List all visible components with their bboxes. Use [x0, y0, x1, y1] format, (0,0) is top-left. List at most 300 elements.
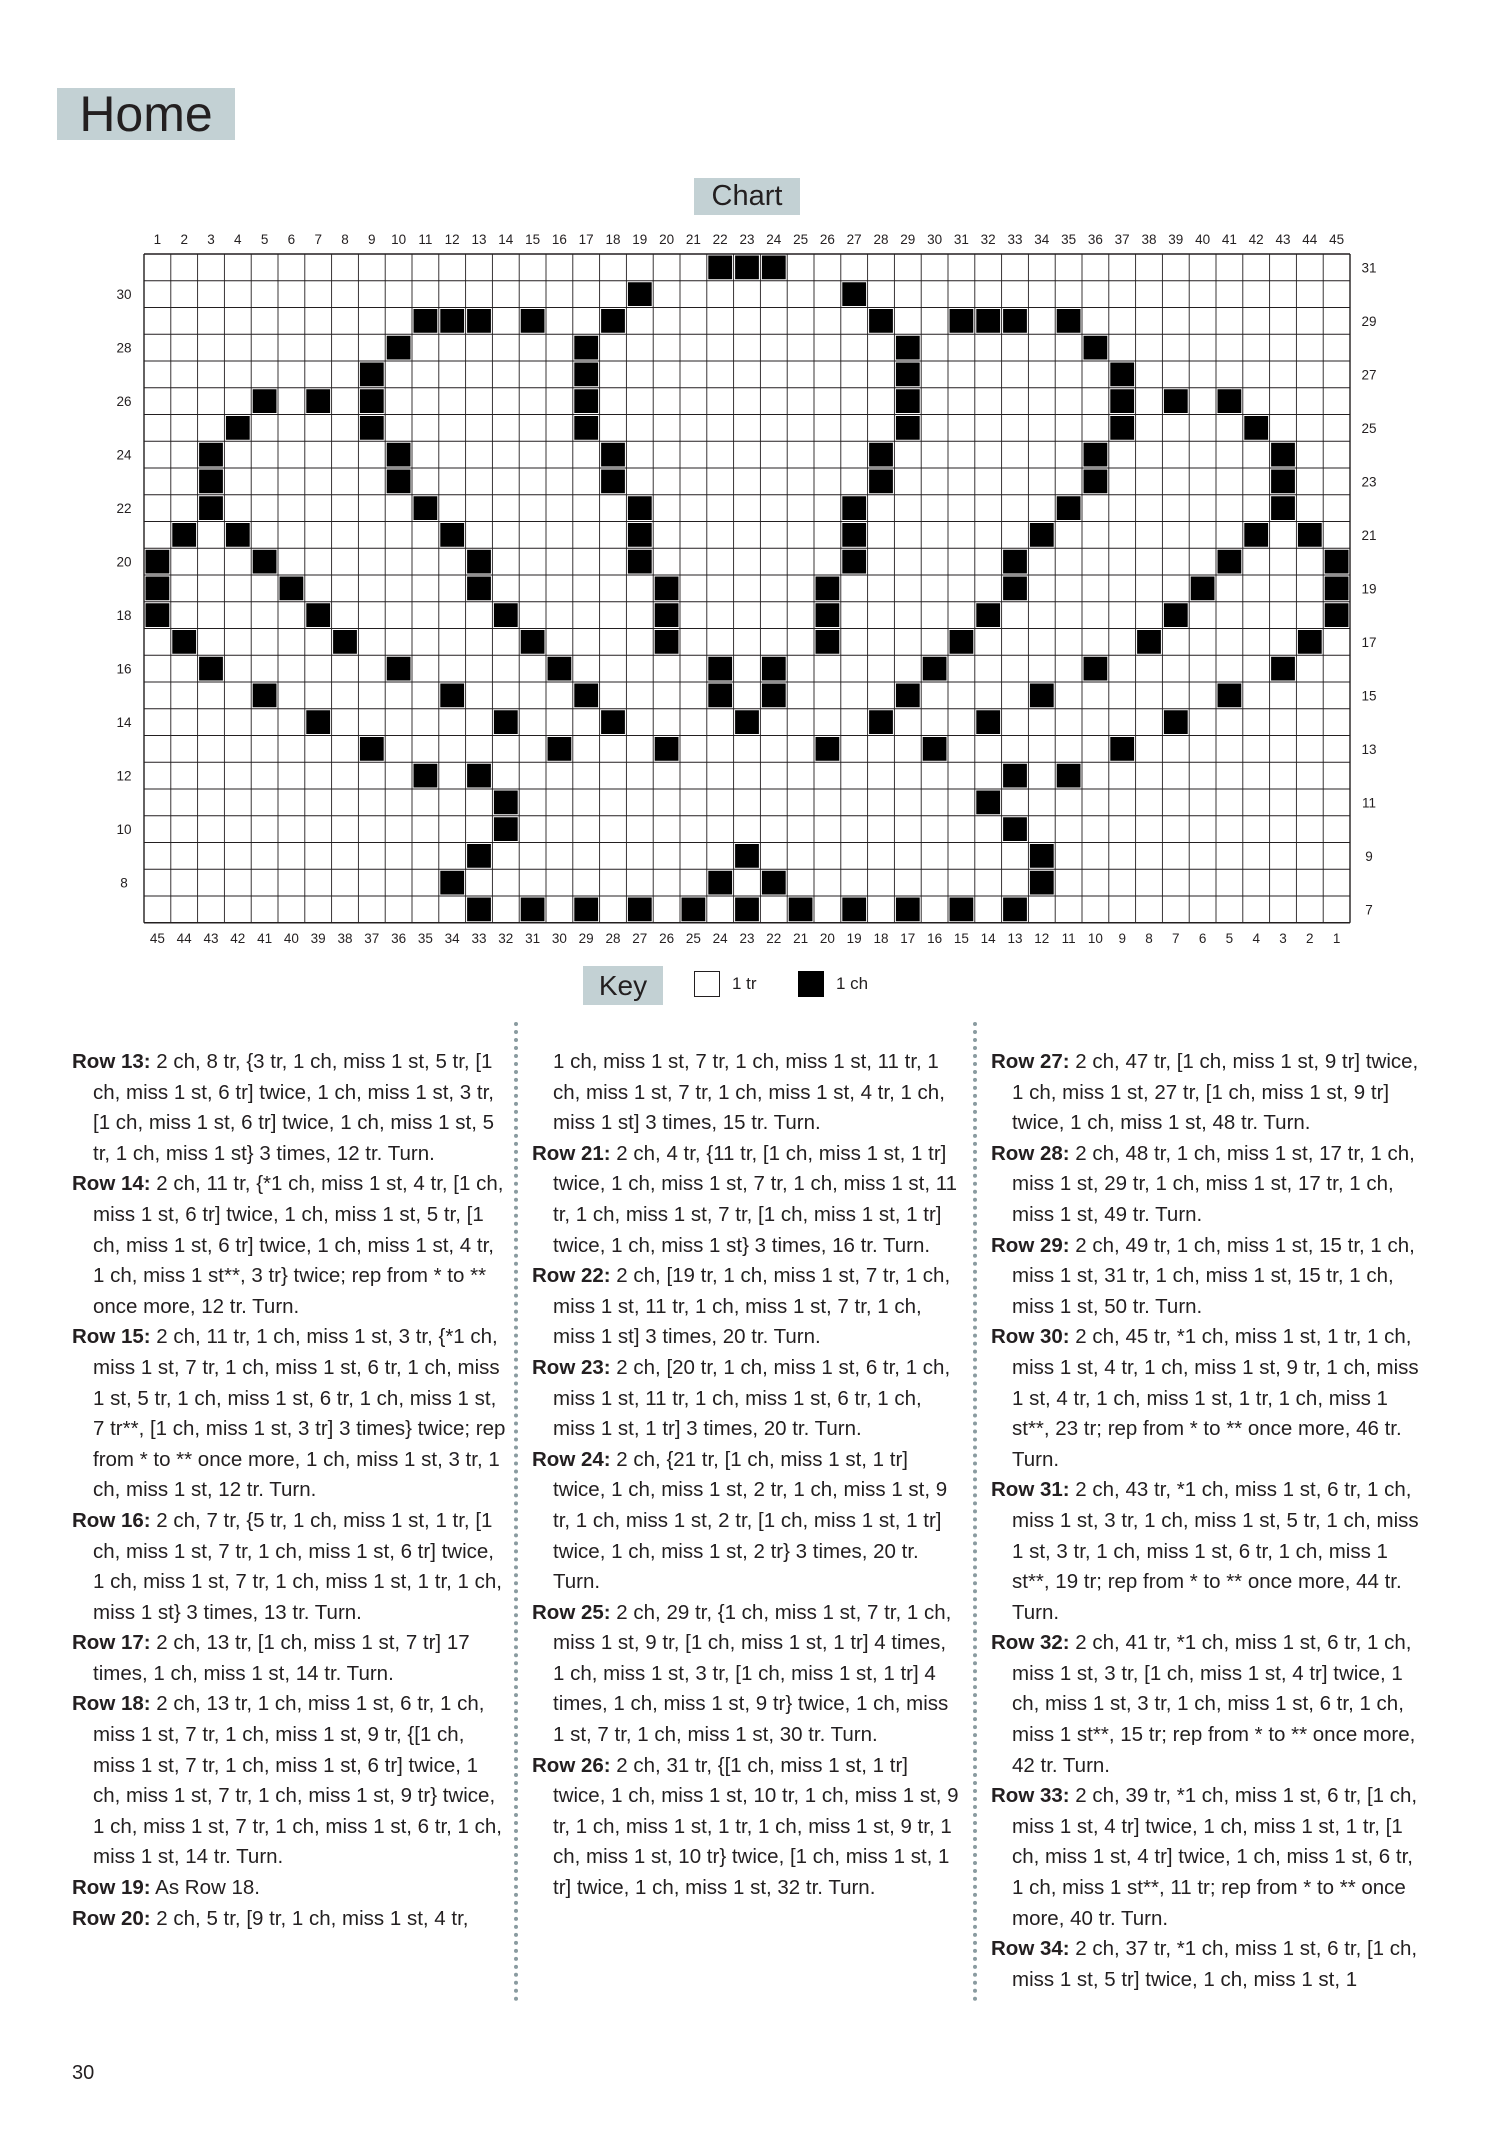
row-label: Row 29:: [991, 1233, 1070, 1257]
axis-tick-label: 35: [417, 930, 433, 946]
chain-space-cell: [1244, 523, 1268, 547]
chain-space-cell: [1057, 764, 1081, 788]
chain-space-cell: [1218, 389, 1242, 413]
chain-space-cell: [1030, 684, 1054, 708]
chain-space-cell: [842, 898, 866, 922]
chain-space-cell: [306, 389, 330, 413]
key-swatch-open: [694, 971, 720, 997]
axis-tick-label: 22: [116, 501, 132, 517]
axis-tick-label: 12: [116, 768, 132, 784]
axis-tick-label: 31: [1361, 260, 1377, 276]
axis-tick-label: 29: [900, 232, 916, 247]
chain-space-cell: [950, 898, 974, 922]
row-instruction: [532, 1353, 962, 1445]
row-label: Row 24:: [532, 1447, 611, 1471]
axis-tick-label: 7: [314, 232, 322, 247]
axis-tick-label: 23: [739, 930, 755, 946]
axis-tick-label: 40: [1195, 232, 1211, 247]
row-instruction: [72, 1169, 508, 1322]
chain-space-cell: [708, 871, 732, 895]
axis-tick-label: 41: [1221, 232, 1237, 247]
row-text: 2 ch, [19 tr, 1 ch, miss 1 st, 7 tr, 1 ch, miss 1 st, 11 tr, 1 ch, miss 1 st, 7 tr, 1 ch, miss 1 st] 3 times, 20 tr. Turn.: [553, 1264, 951, 1349]
chain-space-cell: [1003, 764, 1027, 788]
axis-tick-label: 30: [116, 287, 132, 303]
chain-space-cell: [950, 630, 974, 654]
chain-space-cell: [548, 737, 572, 761]
chain-space-cell: [869, 470, 893, 494]
filet-chart: [0, 0, 1509, 960]
axis-tick-label: 6: [1198, 930, 1207, 946]
chain-space-cell: [896, 389, 920, 413]
chain-space-cell: [1110, 363, 1134, 387]
row-instruction: [991, 1475, 1423, 1628]
chain-space-cell: [896, 416, 920, 440]
chain-space-cell: [1057, 309, 1081, 333]
row-label: Row 27:: [991, 1050, 1070, 1073]
chain-space-cell: [842, 550, 866, 574]
chain-space-cell: [360, 363, 384, 387]
axis-tick-label: 3: [207, 232, 215, 247]
axis-tick-label: 10: [391, 232, 407, 247]
chain-space-cell: [923, 737, 947, 761]
axis-tick-label: 12: [444, 232, 460, 247]
axis-tick-label: 42: [1248, 232, 1264, 247]
chain-space-cell: [708, 684, 732, 708]
row-text: 2 ch, 11 tr, {*1 ch, miss 1 st, 4 tr, [1 ch, miss 1 st, 6 tr] twice, 1 ch, miss 1 st, 5 tr, [1 ch, miss 1 st, 6 tr] twice, 1 ch, miss 1 st, 4 tr, 1 ch, miss 1 st**, 3 tr} twice; rep from * to ** once more, 12 tr. Turn.: [93, 1172, 504, 1318]
row-instruction: [72, 1506, 508, 1628]
axis-tick-label: 26: [659, 930, 675, 946]
chain-space-cell: [1244, 416, 1268, 440]
chain-space-cell: [521, 309, 545, 333]
axis-tick-label: 10: [1087, 930, 1103, 946]
chain-space-cell: [816, 630, 840, 654]
chain-space-cell: [601, 309, 625, 333]
chain-space-cell: [333, 630, 357, 654]
chain-space-cell: [708, 657, 732, 681]
chain-space-cell: [146, 577, 170, 601]
row-text: 2 ch, 45 tr, *1 ch, miss 1 st, 1 tr, 1 ch, miss 1 st, 4 tr, 1 ch, miss 1 st, 9 tr, 1 ch, miss 1 st, 4 tr, 1 ch, miss 1 st, 1 tr, 1 ch, miss 1 st**, 23 tr; rep from * to ** once more, 46 tr. Turn.: [1012, 1325, 1419, 1471]
axis-tick-label: 28: [873, 232, 889, 247]
chain-space-cell: [306, 603, 330, 627]
chain-space-cell: [521, 898, 545, 922]
axis-tick-label: 4: [234, 232, 242, 247]
row-text: 2 ch, 47 tr, [1 ch, miss 1 st, 9 tr] twice, 1 ch, miss 1 st, 27 tr, [1 ch, miss 1 st, 9 tr] twice, 1 ch, miss 1 st, 48 tr. Turn.: [1012, 1050, 1419, 1135]
chain-space-cell: [628, 550, 652, 574]
chain-space-cell: [896, 336, 920, 360]
chain-space-cell: [1271, 657, 1295, 681]
chain-space-cell: [360, 389, 384, 413]
row-instruction: [991, 1322, 1423, 1475]
chain-space-cell: [1164, 389, 1188, 413]
axis-tick-label: 33: [471, 930, 487, 946]
chain-space-cell: [1003, 898, 1027, 922]
chain-space-cell: [628, 496, 652, 520]
axis-tick-label: 42: [230, 930, 246, 946]
key-swatch-filled: [798, 971, 824, 997]
chain-space-cell: [1110, 416, 1134, 440]
chain-space-cell: [360, 416, 384, 440]
chain-space-cell: [1110, 737, 1134, 761]
axis-tick-label: 21: [1361, 527, 1377, 543]
key-item-ch: [798, 971, 868, 997]
axis-tick-label: 4: [1252, 930, 1260, 946]
row-label: Row 15:: [72, 1325, 151, 1349]
axis-tick-label: 19: [1361, 581, 1377, 597]
axis-tick-label: 30: [927, 232, 943, 247]
row-label: Row 30:: [991, 1325, 1070, 1349]
instructions-column-3: [991, 1047, 1423, 1995]
row-instruction: [72, 1047, 508, 1169]
chain-space-cell: [842, 496, 866, 520]
axis-tick-label: 15: [1361, 688, 1377, 704]
chain-space-cell: [226, 523, 250, 547]
axis-tick-label: 39: [1168, 232, 1184, 247]
axis-tick-label: 31: [953, 232, 969, 247]
axis-tick-label: 17: [900, 930, 916, 946]
chain-space-cell: [1084, 470, 1108, 494]
chain-space-cell: [253, 389, 277, 413]
row-text: 2 ch, 41 tr, *1 ch, miss 1 st, 6 tr, 1 ch, miss 1 st, 3 tr, [1 ch, miss 1 st, 4 tr] twice, 1 ch, miss 1 st, 3 tr, 1 ch, miss 1 st, 6 tr, 1 ch, miss 1 st**, 15 tr; rep from * to ** once more, 42 tr. Turn.: [1012, 1631, 1416, 1777]
chain-space-cell: [253, 550, 277, 574]
row-instruction: [72, 1628, 508, 1689]
axis-tick-label: 5: [260, 232, 269, 247]
chain-space-cell: [655, 603, 679, 627]
axis-tick-label: 24: [712, 930, 728, 946]
axis-tick-label: 5: [1225, 930, 1234, 946]
axis-tick-label: 15: [525, 232, 541, 247]
key-title: Key: [583, 966, 663, 1005]
axis-tick-label: 20: [659, 232, 675, 247]
chain-space-cell: [467, 844, 491, 868]
chain-space-cell: [923, 657, 947, 681]
axis-tick-label: 33: [1007, 232, 1023, 247]
instructions-column-1: [72, 1047, 508, 1934]
chart-title: Chart: [694, 178, 800, 215]
row-instruction: [991, 1231, 1423, 1323]
axis-tick-label: 38: [1141, 232, 1157, 247]
axis-tick-label: 34: [444, 930, 460, 946]
axis-tick-label: 2: [180, 232, 188, 247]
chain-space-cell: [1271, 496, 1295, 520]
chain-space-cell: [708, 256, 732, 280]
chain-space-cell: [762, 871, 786, 895]
chain-space-cell: [574, 898, 598, 922]
chain-space-cell: [762, 256, 786, 280]
row-text: 2 ch, 5 tr, [9 tr, 1 ch, miss 1 st, 4 tr,: [150, 1906, 469, 1930]
row-instruction: [532, 1261, 962, 1353]
chain-space-cell: [440, 684, 464, 708]
chain-space-cell: [1271, 443, 1295, 467]
axis-tick-label: 45: [1329, 232, 1345, 247]
axis-tick-label: 7: [1172, 930, 1180, 946]
chain-space-cell: [1084, 336, 1108, 360]
row-instruction: [532, 1047, 962, 1139]
axis-tick-label: 13: [1361, 741, 1377, 757]
chain-space-cell: [440, 309, 464, 333]
row-text: 2 ch, 7 tr, {5 tr, 1 ch, miss 1 st, 1 tr, [1 ch, miss 1 st, 7 tr, 1 ch, miss 1 st, 6 tr] twice, 1 ch, miss 1 st, 7 tr, 1 ch, miss 1 st, 1 tr, 1 ch, miss 1 st} 3 times, 13 tr. Turn.: [93, 1508, 502, 1624]
axis-tick-label: 19: [632, 232, 648, 247]
row-text: 2 ch, 39 tr, *1 ch, miss 1 st, 6 tr, [1 ch, miss 1 st, 4 tr] twice, 1 ch, miss 1 st, 1 tr, [1 ch, miss 1 st, 4 tr] twice, 1 ch, miss 1 st, 6 tr, 1 ch, miss 1 st**, 11 tr; rep from * to ** once more, 40 tr. Turn.: [1012, 1784, 1418, 1930]
chain-space-cell: [1003, 309, 1027, 333]
chain-space-cell: [574, 389, 598, 413]
chain-space-cell: [306, 710, 330, 734]
row-label: Row 14:: [72, 1172, 151, 1196]
chain-space-cell: [1271, 470, 1295, 494]
axis-tick-label: 14: [116, 715, 132, 731]
chain-space-cell: [869, 309, 893, 333]
row-instruction: [991, 1139, 1423, 1231]
chain-space-cell: [896, 684, 920, 708]
chain-space-cell: [1298, 523, 1322, 547]
chain-space-cell: [360, 737, 384, 761]
axis-tick-label: 17: [578, 232, 594, 247]
axis-tick-label: 18: [605, 232, 621, 247]
row-instruction: [532, 1598, 962, 1751]
axis-tick-label: 14: [498, 232, 514, 247]
axis-tick-label: 22: [766, 930, 782, 946]
chain-space-cell: [199, 443, 223, 467]
axis-tick-label: 34: [1034, 232, 1050, 247]
chain-space-cell: [601, 470, 625, 494]
axis-tick-label: 16: [551, 232, 567, 247]
key-item-tr: [694, 971, 757, 997]
chain-space-cell: [387, 657, 411, 681]
chain-space-cell: [574, 336, 598, 360]
row-label: Row 34:: [991, 1937, 1070, 1961]
chain-space-cell: [1003, 817, 1027, 841]
chain-space-cell: [1084, 443, 1108, 467]
axis-tick-label: 9: [368, 232, 376, 247]
axis-tick-label: 19: [846, 930, 862, 946]
axis-tick-label: 26: [116, 394, 132, 410]
instructions-column-2: [532, 1047, 962, 1904]
chain-space-cell: [1218, 684, 1242, 708]
axis-tick-label: 27: [632, 930, 648, 946]
chain-space-cell: [601, 710, 625, 734]
chain-space-cell: [655, 737, 679, 761]
row-label: Row 21:: [532, 1141, 611, 1165]
chain-space-cell: [628, 523, 652, 547]
axis-tick-label: 8: [341, 232, 349, 247]
chain-space-cell: [1164, 710, 1188, 734]
axis-tick-label: 15: [953, 930, 969, 946]
chain-space-cell: [280, 577, 304, 601]
chain-space-cell: [494, 817, 518, 841]
row-text: 2 ch, 48 tr, 1 ch, miss 1 st, 17 tr, 1 ch, miss 1 st, 29 tr, 1 ch, miss 1 st, 17 tr, 1 ch, miss 1 st, 49 tr. Turn.: [1012, 1141, 1415, 1226]
chain-space-cell: [1030, 523, 1054, 547]
row-instruction: [72, 1689, 508, 1873]
row-text: 2 ch, {21 tr, [1 ch, miss 1 st, 1 tr] twice, 1 ch, miss 1 st, 2 tr, 1 ch, miss 1 st, 9 tr, 1 ch, miss 1 st, 2 tr, [1 ch, miss 1 st, 1 tr] twice, 1 ch, miss 1 st, 2 tr} 3 times, 20 tr. Turn.: [553, 1447, 948, 1594]
chain-space-cell: [1003, 550, 1027, 574]
axis-tick-label: 41: [257, 930, 273, 946]
chain-space-cell: [762, 657, 786, 681]
axis-tick-label: 36: [1087, 232, 1103, 247]
chain-space-cell: [735, 898, 759, 922]
axis-tick-label: 20: [819, 930, 835, 946]
section-title: Home: [57, 88, 235, 140]
row-label: Row 28:: [991, 1141, 1070, 1165]
row-instruction: [991, 1934, 1423, 1995]
axis-tick-label: 37: [364, 930, 380, 946]
chain-space-cell: [1110, 389, 1134, 413]
row-text: 1 ch, miss 1 st, 7 tr, 1 ch, miss 1 st, 11 tr, 1 ch, miss 1 st, 7 tr, 1 ch, miss 1 st, 4 tr, 1 ch, miss 1 st] 3 times, 15 tr. Turn.: [553, 1050, 945, 1135]
axis-tick-label: 44: [176, 930, 192, 946]
chain-space-cell: [842, 523, 866, 547]
key-label-tr: 1 tr: [732, 974, 757, 993]
row-label: Row 25:: [532, 1600, 611, 1624]
axis-tick-label: 22: [712, 232, 728, 247]
row-label: Row 16:: [72, 1508, 151, 1532]
axis-tick-label: 1: [153, 232, 162, 247]
chain-space-cell: [682, 898, 706, 922]
axis-tick-label: 35: [1061, 232, 1077, 247]
row-label: Row 22:: [532, 1264, 611, 1288]
axis-tick-label: 16: [116, 661, 132, 677]
row-label: Row 32:: [991, 1631, 1070, 1655]
axis-tick-label: 13: [1007, 930, 1023, 946]
chain-space-cell: [172, 523, 196, 547]
chain-space-cell: [789, 898, 813, 922]
axis-tick-label: 21: [793, 930, 809, 946]
axis-tick-label: 36: [391, 930, 407, 946]
chain-space-cell: [494, 603, 518, 627]
row-text: 2 ch, 13 tr, [1 ch, miss 1 st, 7 tr] 17 times, 1 ch, miss 1 st, 14 tr. Turn.: [93, 1631, 470, 1685]
chain-space-cell: [1325, 550, 1349, 574]
page-number: 30: [72, 2062, 95, 2084]
chain-space-cell: [1003, 577, 1027, 601]
axis-tick-label: 14: [980, 930, 996, 946]
chain-space-cell: [762, 684, 786, 708]
axis-tick-label: 44: [1302, 232, 1318, 247]
axis-tick-label: 11: [1061, 930, 1076, 946]
axis-tick-label: 28: [116, 340, 132, 356]
axis-tick-label: 17: [1361, 634, 1377, 650]
axis-tick-label: 25: [793, 232, 809, 247]
chain-space-cell: [467, 577, 491, 601]
chain-space-cell: [869, 443, 893, 467]
chain-space-cell: [950, 309, 974, 333]
axis-tick-label: 21: [685, 232, 701, 247]
axis-tick-label: 10: [116, 822, 132, 838]
axis-tick-label: 3: [1279, 930, 1287, 946]
row-text: 2 ch, 4 tr, {11 tr, [1 ch, miss 1 st, 1 tr] twice, 1 ch, miss 1 st, 7 tr, 1 ch, miss 1 st, 11 tr, 1 ch, miss 1 st, 7 tr, [1 ch, miss 1 st, 1 tr] twice, 1 ch, miss 1 st} 3 times, 16 tr. Turn.: [553, 1141, 958, 1257]
chain-space-cell: [735, 710, 759, 734]
row-instruction: [72, 1322, 508, 1506]
chain-space-cell: [628, 282, 652, 306]
row-instruction: [532, 1445, 962, 1598]
chain-space-cell: [467, 764, 491, 788]
row-instruction: [72, 1904, 508, 1935]
axis-tick-label: 24: [766, 232, 782, 247]
chain-space-cell: [548, 657, 572, 681]
chain-space-cell: [976, 710, 1000, 734]
chain-space-cell: [735, 256, 759, 280]
axis-tick-label: 26: [819, 232, 835, 247]
row-instruction: [532, 1751, 962, 1904]
chain-space-cell: [896, 363, 920, 387]
chain-space-cell: [1057, 496, 1081, 520]
chain-space-cell: [976, 309, 1000, 333]
axis-tick-label: 27: [1361, 367, 1377, 383]
chain-space-cell: [199, 496, 223, 520]
chain-space-cell: [467, 550, 491, 574]
chain-space-cell: [414, 764, 438, 788]
chain-space-cell: [976, 791, 1000, 815]
column-divider: [973, 1022, 977, 2002]
chain-space-cell: [1325, 577, 1349, 601]
chain-space-cell: [1030, 844, 1054, 868]
chain-space-cell: [628, 898, 652, 922]
chain-space-cell: [387, 443, 411, 467]
row-instruction: [991, 1047, 1423, 1139]
chain-space-cell: [976, 603, 1000, 627]
axis-tick-label: 9: [1118, 930, 1126, 946]
axis-tick-label: 32: [980, 232, 996, 247]
key-label-ch: 1 ch: [836, 974, 869, 993]
axis-tick-label: 37: [1114, 232, 1130, 247]
row-label: Row 19:: [72, 1876, 151, 1900]
row-label: Row 17:: [72, 1631, 151, 1655]
row-text: 2 ch, 29 tr, {1 ch, miss 1 st, 7 tr, 1 ch, miss 1 st, 9 tr, [1 ch, miss 1 st, 1 tr] 4 times, 1 ch, miss 1 st, 3 tr, [1 ch, miss 1 st, 1 tr] 4 times, 1 ch, miss 1 st, 9 tr} twice, 1 ch, miss 1 st, 7 tr, 1 ch, miss 1 st, 30 tr. Turn.: [553, 1600, 952, 1747]
row-text: 2 ch, 31 tr, {[1 ch, miss 1 st, 1 tr] twice, 1 ch, miss 1 st, 10 tr, 1 ch, miss 1 st, 9 tr, 1 ch, miss 1 st, 1 tr, 1 ch, miss 1 st, 9 tr, 1 ch, miss 1 st, 10 tr} twice, [1 ch, miss 1 st, 1 tr] twice, 1 ch, miss 1 st, 32 tr. Turn.: [553, 1753, 959, 1900]
row-text: 2 ch, 13 tr, 1 ch, miss 1 st, 6 tr, 1 ch, miss 1 st, 7 tr, 1 ch, miss 1 st, 9 tr, {[1 ch, miss 1 st, 7 tr, 1 ch, miss 1 st, 6 tr] twice, 1 ch, miss 1 st, 7 tr, 1 ch, miss 1 st, 9 tr} twice, 1 ch, miss 1 st, 7 tr, 1 ch, miss 1 st, 6 tr, 1 ch, miss 1 st, 14 tr. Turn.: [93, 1692, 502, 1869]
axis-tick-label: 23: [739, 232, 755, 247]
row-text: 2 ch, 43 tr, *1 ch, miss 1 st, 6 tr, 1 ch, miss 1 st, 3 tr, 1 ch, miss 1 st, 5 tr, 1 ch, miss 1 st, 3 tr, 1 ch, miss 1 st, 6 tr, 1 ch, miss 1 st**, 19 tr; rep from * to ** once more, 44 tr. Turn.: [1012, 1478, 1419, 1624]
axis-tick-label: 18: [873, 930, 889, 946]
axis-tick-label: 38: [337, 930, 353, 946]
chain-space-cell: [199, 657, 223, 681]
axis-tick-label: 25: [1361, 420, 1377, 436]
chain-space-cell: [467, 309, 491, 333]
axis-tick-label: 24: [116, 447, 132, 463]
axis-tick-label: 18: [116, 608, 132, 624]
axis-tick-label: 12: [1034, 930, 1050, 946]
chain-space-cell: [1325, 603, 1349, 627]
chain-space-cell: [1030, 871, 1054, 895]
row-label: Row 20:: [72, 1906, 151, 1930]
chain-space-cell: [574, 684, 598, 708]
chain-space-cell: [494, 710, 518, 734]
row-text: 2 ch, 49 tr, 1 ch, miss 1 st, 15 tr, 1 ch, miss 1 st, 31 tr, 1 ch, miss 1 st, 15 tr, 1 ch, miss 1 st, 50 tr. Turn.: [1012, 1233, 1415, 1318]
chain-space-cell: [440, 523, 464, 547]
chain-space-cell: [387, 470, 411, 494]
chain-space-cell: [1191, 577, 1215, 601]
axis-tick-label: 25: [685, 930, 701, 946]
axis-tick-label: 27: [846, 232, 862, 247]
chain-space-cell: [1084, 657, 1108, 681]
row-instruction: [532, 1139, 962, 1261]
axis-tick-label: 31: [525, 930, 541, 946]
row-text: 2 ch, 8 tr, {3 tr, 1 ch, miss 1 st, 5 tr, [1 ch, miss 1 st, 6 tr] twice, 1 ch, miss 1 st, 3 tr, [1 ch, miss 1 st, 6 tr] twice, 1 ch, miss 1 st, 5 tr, 1 ch, miss 1 st} 3 times, 12 tr. Turn.: [93, 1050, 495, 1165]
axis-tick-label: 23: [1361, 474, 1377, 490]
row-text: 2 ch, 11 tr, 1 ch, miss 1 st, 3 tr, {*1 ch, miss 1 st, 7 tr, 1 ch, miss 1 st, 6 tr, 1 ch, miss 1 st, 5 tr, 1 ch, miss 1 st, 6 tr, 1 ch, miss 1 st, 7 tr**, [1 ch, miss 1 st, 3 tr] 3 times} twice; rep from * to ** once more, 1 ch, miss 1 st, 3 tr, 1 ch, miss 1 st, 12 tr. Turn.: [93, 1325, 506, 1502]
chain-space-cell: [414, 309, 438, 333]
axis-tick-label: 30: [551, 930, 567, 946]
axis-tick-label: 32: [498, 930, 514, 946]
chain-space-cell: [816, 737, 840, 761]
axis-tick-label: 11: [418, 232, 433, 247]
chain-space-cell: [1137, 630, 1161, 654]
axis-tick-label: 40: [283, 930, 299, 946]
chain-space-cell: [574, 416, 598, 440]
chain-space-cell: [521, 630, 545, 654]
axis-tick-label: 1: [1332, 930, 1341, 946]
chain-space-cell: [842, 282, 866, 306]
axis-tick-label: 7: [1365, 902, 1373, 918]
row-instruction: [991, 1628, 1423, 1781]
chain-space-cell: [253, 684, 277, 708]
axis-tick-label: 11: [1361, 795, 1377, 811]
